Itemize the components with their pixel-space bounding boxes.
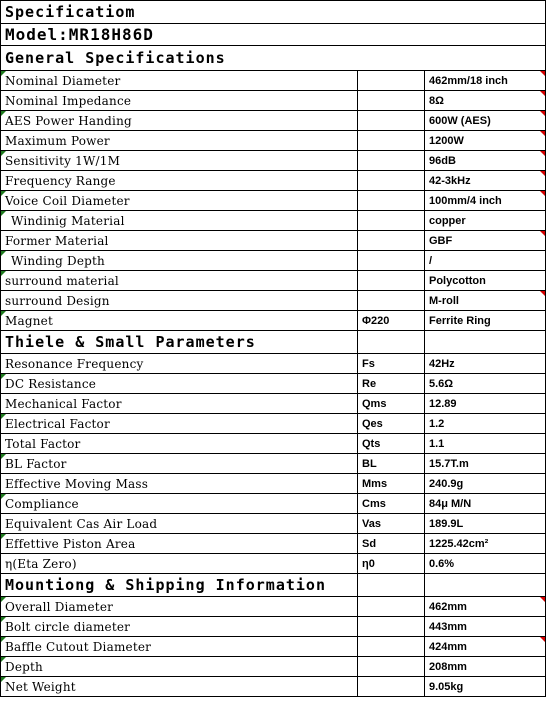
spec-value: 600W (AES)	[429, 114, 491, 127]
spec-row-frequency-range	[0, 171, 546, 191]
spec-value: 1200W	[429, 134, 464, 147]
spec-value: 1.1	[429, 437, 445, 450]
spec-label: Electrical Factor	[5, 416, 110, 431]
spec-row-eta-zero	[0, 554, 546, 574]
spec-row-bolt-circle-diameter	[0, 617, 546, 637]
spec-value: 12.89	[429, 397, 457, 410]
value-cell[interactable]	[424, 494, 546, 513]
spec-row-maximum-power	[0, 131, 546, 151]
spec-row-resonance-frequency	[0, 354, 546, 374]
label-cell[interactable]	[0, 494, 357, 513]
spec-label: Winding Depth	[11, 253, 105, 268]
spec-value: 0.6%	[429, 557, 455, 570]
value-cell[interactable]	[424, 657, 546, 676]
spec-row-dc-resistance	[0, 374, 546, 394]
spec-label: AES Power Handing	[5, 113, 132, 128]
spec-label: Effective Moving Mass	[5, 476, 149, 491]
spec-label: Compliance	[5, 496, 79, 511]
symbol-cell[interactable]	[357, 71, 424, 90]
spec-row-electrical-factor	[0, 414, 546, 434]
sheet-title-cell[interactable]	[0, 1, 546, 23]
spec-value: 42-3kHz	[429, 174, 471, 187]
section-title: General Specifications	[5, 49, 226, 67]
spec-label: Voice Coil Diameter	[5, 193, 130, 208]
spec-row-surround-material	[0, 271, 546, 291]
label-cell[interactable]	[0, 91, 357, 110]
section-title-cell[interactable]	[0, 46, 546, 70]
model-name: Model:MR18H86D	[5, 25, 154, 44]
spec-label: Bolt circle diameter	[5, 619, 131, 634]
value-cell[interactable]	[424, 131, 546, 150]
value-cell[interactable]	[424, 251, 546, 270]
symbol-cell[interactable]	[357, 454, 424, 473]
symbol-cell[interactable]	[357, 394, 424, 413]
spec-symbol: Qes	[362, 417, 383, 430]
spec-symbol: Qts	[362, 437, 381, 450]
value-cell[interactable]	[424, 597, 546, 616]
note-marker-icon[interactable]	[540, 151, 545, 156]
value-cell[interactable]	[424, 474, 546, 493]
spec-value: copper	[429, 214, 466, 227]
comment-marker-icon[interactable]	[1, 374, 6, 379]
spec-row-effettive-piston-area	[0, 534, 546, 554]
comment-marker-icon[interactable]	[1, 311, 6, 316]
section-blank-cell[interactable]	[424, 331, 546, 353]
value-cell[interactable]	[424, 414, 546, 433]
spec-value: 208mm	[429, 660, 467, 673]
spec-symbol: Sd	[362, 537, 377, 550]
label-cell[interactable]	[0, 454, 357, 473]
spec-symbol: Qms	[362, 397, 387, 410]
spec-value: 9.05kg	[429, 680, 464, 693]
value-cell[interactable]	[424, 554, 546, 573]
note-marker-icon[interactable]	[540, 191, 545, 196]
value-cell[interactable]	[424, 534, 546, 553]
label-cell[interactable]	[0, 131, 357, 150]
section-blank-cell[interactable]	[357, 574, 424, 596]
spec-value: 1.2	[429, 417, 445, 430]
spec-value: 189.9L	[429, 517, 464, 530]
spec-row-baffle-cutout-diameter	[0, 637, 546, 657]
spec-label: Nominal Diameter	[5, 73, 121, 88]
value-cell[interactable]	[424, 637, 546, 656]
label-cell[interactable]	[0, 677, 357, 696]
value-cell[interactable]	[424, 91, 546, 110]
spec-symbol: Re	[362, 377, 377, 390]
spec-label: surround Design	[5, 293, 110, 308]
symbol-cell[interactable]	[357, 271, 424, 290]
symbol-cell[interactable]	[357, 231, 424, 250]
spec-label: Total Factor	[5, 436, 81, 451]
comment-marker-icon[interactable]	[1, 414, 6, 419]
label-cell[interactable]	[0, 291, 357, 310]
spec-value: Ferrite Ring	[429, 314, 491, 327]
symbol-cell[interactable]	[357, 554, 424, 573]
spec-label: Baffle Cutout Diameter	[5, 639, 152, 654]
spec-symbol: η0	[362, 557, 375, 570]
symbol-cell[interactable]	[357, 434, 424, 453]
label-cell[interactable]	[0, 514, 357, 533]
spec-label: Sensitivity 1W/1M	[5, 153, 121, 168]
spec-label: Windinig Material	[11, 213, 125, 228]
spec-symbol: Φ220	[362, 314, 390, 327]
symbol-cell[interactable]	[357, 514, 424, 533]
spec-label: Frequency Range	[5, 173, 116, 188]
comment-marker-icon[interactable]	[1, 454, 6, 459]
sheet-title-row	[0, 1, 546, 24]
spec-row-winding-depth	[0, 251, 546, 271]
value-cell[interactable]	[424, 434, 546, 453]
spec-value: 100mm/4 inch	[429, 194, 502, 207]
spec-symbol: Mms	[362, 477, 388, 490]
label-cell[interactable]	[0, 111, 357, 130]
symbol-cell[interactable]	[357, 354, 424, 373]
value-cell[interactable]	[424, 311, 546, 330]
value-cell[interactable]	[424, 291, 546, 310]
label-cell[interactable]	[0, 71, 357, 90]
spec-symbol: Fs	[362, 357, 375, 370]
section-blank-cell[interactable]	[424, 574, 546, 596]
spec-label: DC Resistance	[5, 376, 97, 391]
spec-value: 8Ω	[429, 94, 444, 107]
value-cell[interactable]	[424, 111, 546, 130]
section-header-general	[0, 46, 546, 71]
spec-row-overall-diameter	[0, 597, 546, 617]
label-cell[interactable]	[0, 151, 357, 170]
label-cell[interactable]	[0, 554, 357, 573]
label-cell[interactable]	[0, 354, 357, 373]
spec-row-equivalent-cas-air-load	[0, 514, 546, 534]
spec-row-sensitivity-1w-1m	[0, 151, 546, 171]
spec-value: GBF	[429, 234, 453, 247]
sheet-title: Specificatiom	[5, 3, 136, 21]
comment-marker-icon[interactable]	[1, 657, 6, 662]
spec-row-effective-moving-mass	[0, 474, 546, 494]
label-cell[interactable]	[0, 617, 357, 636]
comment-marker-icon[interactable]	[1, 251, 6, 256]
comment-marker-icon[interactable]	[1, 677, 6, 682]
spec-value: 42Hz	[429, 357, 455, 370]
spec-row-net-weight	[0, 677, 546, 697]
symbol-cell[interactable]	[357, 534, 424, 553]
note-marker-icon[interactable]	[540, 131, 545, 136]
spec-row-magnet	[0, 311, 546, 331]
spec-row-nominal-diameter	[0, 71, 546, 91]
spec-value: 84μ M/N	[429, 497, 472, 510]
spec-row-nominal-impedance	[0, 91, 546, 111]
spec-value: 424mm	[429, 640, 467, 653]
note-marker-icon[interactable]	[540, 231, 545, 236]
spec-value: 240.9g	[429, 477, 464, 490]
label-cell[interactable]	[0, 251, 357, 270]
spec-value: M-roll	[429, 294, 459, 307]
spec-label: Former Material	[5, 233, 109, 248]
label-cell[interactable]	[0, 394, 357, 413]
note-marker-icon[interactable]	[540, 71, 545, 76]
value-cell[interactable]	[424, 394, 546, 413]
spec-symbol: Vas	[362, 517, 381, 530]
label-cell[interactable]	[0, 474, 357, 493]
symbol-cell[interactable]	[357, 91, 424, 110]
spec-label: Nominal Impedance	[5, 93, 132, 108]
spec-label: surround material	[5, 273, 119, 288]
section-title-cell[interactable]	[0, 331, 357, 353]
label-cell[interactable]	[0, 657, 357, 676]
spec-label: Resonance Frequency	[5, 356, 144, 371]
spec-row-former-material	[0, 231, 546, 251]
note-marker-icon[interactable]	[540, 111, 545, 116]
spec-row-aes-power-handing	[0, 111, 546, 131]
value-cell[interactable]	[424, 191, 546, 210]
spec-value: 443mm	[429, 620, 467, 633]
value-cell[interactable]	[424, 151, 546, 170]
spec-row-mechanical-factor	[0, 394, 546, 414]
note-marker-icon[interactable]	[540, 91, 545, 96]
label-cell[interactable]	[0, 191, 357, 210]
spec-value: 462mm	[429, 600, 467, 613]
label-cell[interactable]	[0, 374, 357, 393]
value-cell[interactable]	[424, 354, 546, 373]
section-title: Mountiong & Shipping Information	[5, 576, 326, 594]
note-marker-icon[interactable]	[540, 637, 545, 642]
spec-symbol: Cms	[362, 497, 386, 510]
spec-label: Effettive Piston Area	[5, 536, 136, 551]
spec-value: /	[429, 254, 433, 267]
label-cell[interactable]	[0, 534, 357, 553]
label-cell[interactable]	[0, 231, 357, 250]
spec-label: Mechanical Factor	[5, 396, 122, 411]
spec-value: 15.7T.m	[429, 457, 469, 470]
label-cell[interactable]	[0, 434, 357, 453]
symbol-cell[interactable]	[357, 171, 424, 190]
spec-label: Depth	[5, 659, 43, 674]
section-header-ts	[0, 331, 546, 354]
comment-marker-icon[interactable]	[1, 191, 6, 196]
symbol-cell[interactable]	[357, 374, 424, 393]
symbol-cell[interactable]	[357, 151, 424, 170]
symbol-cell[interactable]	[357, 637, 424, 656]
label-cell[interactable]	[0, 637, 357, 656]
value-cell[interactable]	[424, 374, 546, 393]
symbol-cell[interactable]	[357, 657, 424, 676]
note-marker-icon[interactable]	[540, 597, 545, 602]
value-cell[interactable]	[424, 617, 546, 636]
symbol-cell[interactable]	[357, 291, 424, 310]
symbol-cell[interactable]	[357, 311, 424, 330]
label-cell[interactable]	[0, 414, 357, 433]
section-header-mounting	[0, 574, 546, 597]
spec-row-voice-coil-diameter	[0, 191, 546, 211]
comment-marker-icon[interactable]	[1, 637, 6, 642]
section-blank-cell[interactable]	[357, 331, 424, 353]
symbol-cell[interactable]	[357, 131, 424, 150]
value-cell[interactable]	[424, 271, 546, 290]
symbol-cell[interactable]	[357, 617, 424, 636]
symbol-cell[interactable]	[357, 211, 424, 230]
spec-row-bl-factor	[0, 454, 546, 474]
spec-row-compliance	[0, 494, 546, 514]
symbol-cell[interactable]	[357, 191, 424, 210]
symbol-cell[interactable]	[357, 494, 424, 513]
model-cell[interactable]	[0, 24, 546, 45]
spec-symbol: BL	[362, 457, 377, 470]
note-marker-icon[interactable]	[540, 291, 545, 296]
symbol-cell[interactable]	[357, 414, 424, 433]
section-title-cell[interactable]	[0, 574, 357, 596]
value-cell[interactable]	[424, 677, 546, 696]
note-marker-icon[interactable]	[540, 171, 545, 176]
symbol-cell[interactable]	[357, 251, 424, 270]
spec-row-windinig-material	[0, 211, 546, 231]
comment-marker-icon[interactable]	[1, 151, 6, 156]
spec-label: Equivalent Cas Air Load	[5, 516, 158, 531]
comment-marker-icon[interactable]	[1, 617, 6, 622]
comment-marker-icon[interactable]	[1, 494, 6, 499]
section-title: Thiele & Small Parameters	[5, 333, 256, 351]
value-cell[interactable]	[424, 171, 546, 190]
comment-marker-icon[interactable]	[1, 111, 6, 116]
comment-marker-icon[interactable]	[1, 534, 6, 539]
spec-row-depth	[0, 657, 546, 677]
comment-marker-icon[interactable]	[1, 271, 6, 276]
spec-value: 96dB	[429, 154, 456, 167]
model-row	[0, 24, 546, 46]
spec-value: 462mm/18 inch	[429, 74, 508, 87]
spec-label: Overall Diameter	[5, 599, 114, 614]
spec-label: Net Weight	[5, 679, 76, 694]
value-cell[interactable]	[424, 71, 546, 90]
spec-row-total-factor	[0, 434, 546, 454]
symbol-cell[interactable]	[357, 677, 424, 696]
spec-value: 5.6Ω	[429, 377, 454, 390]
spec-value: 1225.42cm²	[429, 537, 489, 550]
symbol-cell[interactable]	[357, 474, 424, 493]
label-cell[interactable]	[0, 171, 357, 190]
symbol-cell[interactable]	[357, 597, 424, 616]
symbol-cell[interactable]	[357, 111, 424, 130]
spec-label: Magnet	[5, 313, 53, 328]
label-cell[interactable]	[0, 597, 357, 616]
spec-label: BL Factor	[5, 456, 67, 471]
label-cell[interactable]	[0, 211, 357, 230]
comment-marker-icon[interactable]	[1, 211, 6, 216]
spec-label: Maximum Power	[5, 133, 110, 148]
comment-marker-icon[interactable]	[1, 71, 6, 76]
value-cell[interactable]	[424, 454, 546, 473]
label-cell[interactable]	[0, 311, 357, 330]
value-cell[interactable]	[424, 211, 546, 230]
label-cell[interactable]	[0, 271, 357, 290]
value-cell[interactable]	[424, 231, 546, 250]
value-cell[interactable]	[424, 514, 546, 533]
comment-marker-icon[interactable]	[1, 597, 6, 602]
spec-label: η(Eta Zero)	[5, 556, 77, 571]
spec-row-surround-design	[0, 291, 546, 311]
spec-value: Polycotton	[429, 274, 486, 287]
